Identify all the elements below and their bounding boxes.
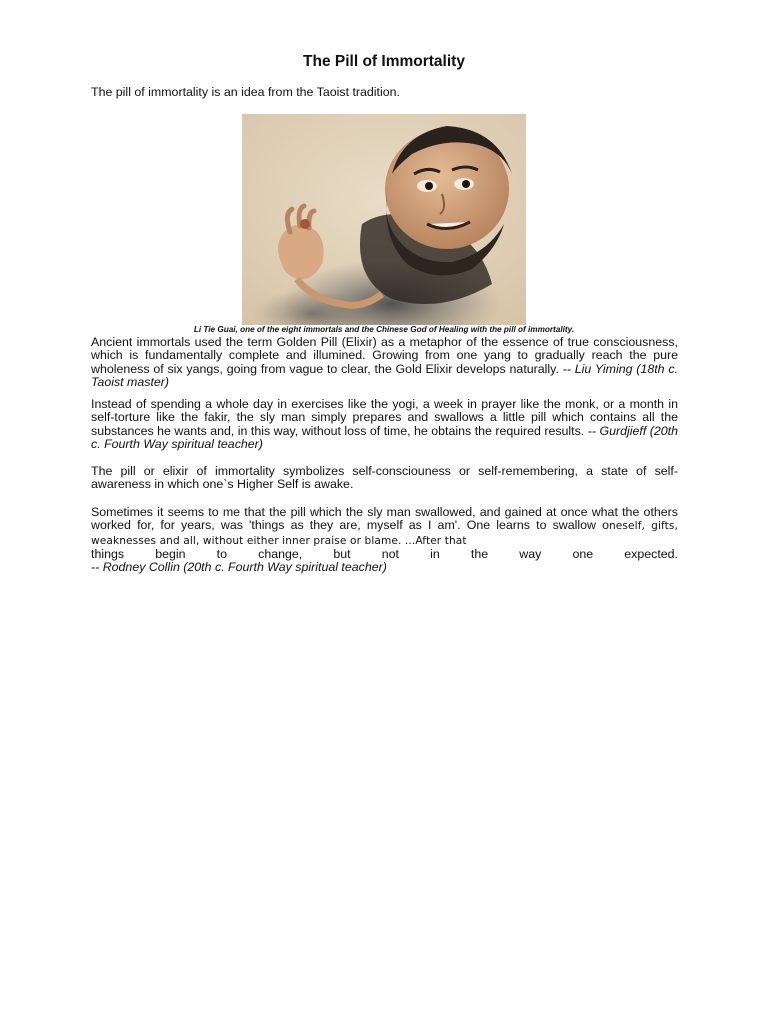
- citation: -- Rodney Collin (20th c. Fourth Way spiritual teacher): [91, 560, 387, 575]
- citation: -- Liu Yiming (18th c. Taoist master): [91, 361, 678, 389]
- paragraph-rodney-collin: [91, 506, 678, 574]
- paragraph-text: Instead of spending a whole day in exercises like the yogi, a week in prayer like the monk, or a month in self-torture like the fakir, the sly man simply prepares and swallows a little pill which contains all the substances he wants and, in this way, without loss of time, he obtains the required results.: [91, 397, 678, 438]
- li-tie-guai-painting: [242, 114, 526, 325]
- paragraph-text: Sometimes it seems to me that the pill which the sly man swallowed, and gained at once what the others worked for, for years, was 'things as they are, myself as I am'. One learns to swallow o: [91, 505, 678, 533]
- figure-caption: Li Tie Guai, one of the eight immortals and the Chinese God of Healing with the pill of immortality.: [193, 325, 575, 334]
- paragraph-text: Ancient immortals used the term Golden Pill (Elixir) as a metaphor of the essence of true consciousness, which is fundamentally complete and illumined. Growing from one yang to gradually reach the pure wholeness of six yangs, going from vague to clear, the Gold Elixir develops naturally.: [91, 335, 678, 376]
- document-title: The Pill of Immortality: [303, 53, 465, 70]
- citation: -- Gurdjieff (20th c. Fourth Way spiritual teacher): [91, 423, 678, 451]
- intro-text: The pill of immortality is an idea from the Taoist tradition.: [91, 85, 400, 99]
- paragraph-text-alt-font: neself, gifts, weaknesses and all, without either inner praise or blame. ...After that: [91, 520, 678, 547]
- paragraph-liu-yiming: [91, 336, 678, 389]
- paragraph-text: The pill or elixir of immortality symbolizes self-consciouness or self-remembering, a state of self- awareness in which one`s Higher Self is awake.: [91, 464, 678, 492]
- paragraph-gurdjieff: [91, 398, 678, 451]
- paragraph-text: things begin to change, but not in the way one expected.: [91, 546, 678, 561]
- paragraph-symbolism: [91, 465, 678, 492]
